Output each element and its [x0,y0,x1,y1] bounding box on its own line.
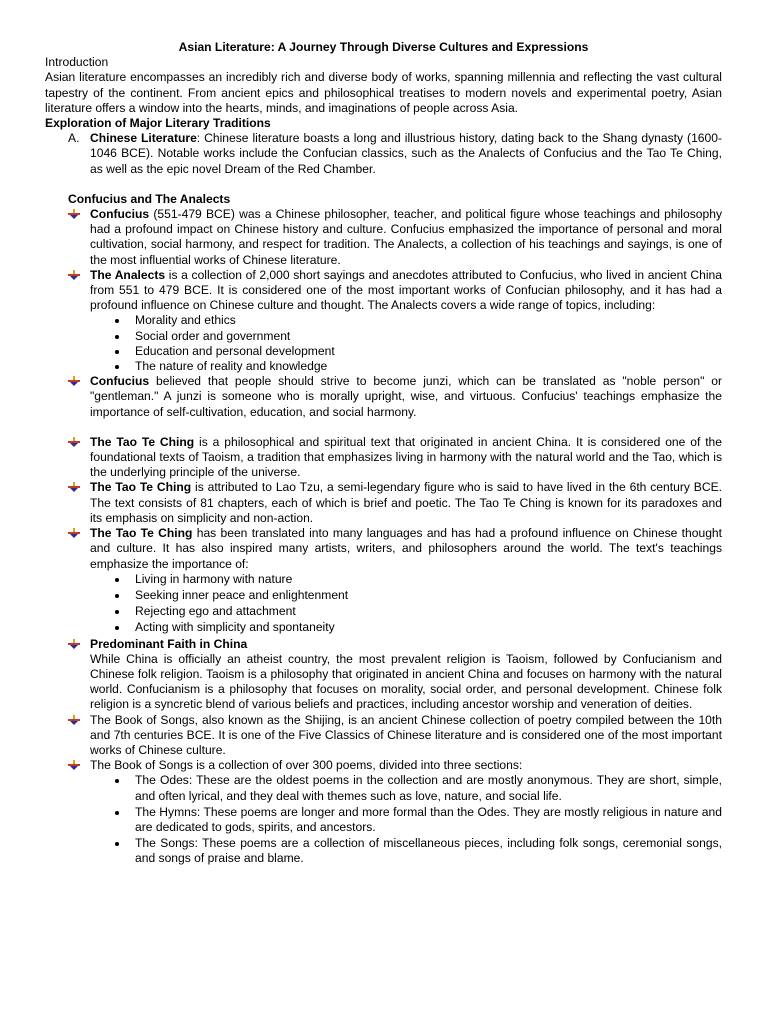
bullet-text: The Book of Songs, also known as the Shijing, is an ancient Chinese collection of poetry compiled between the 10th and 7th centuries BCE. It is one of the Five Classics of Chinese literature and is considered one of the most important works of Chinese culture. [90,712,722,757]
list-item: The nature of reality and knowledge [45,359,722,374]
list-item: Seeking inner peace and enlightenment [45,588,722,603]
bullet-book-of-songs-1 [45,713,722,759]
arrow-bullet-icon [68,270,80,281]
bullet-term: Confucius [90,374,150,389]
bullet-tao-3 [45,526,722,572]
intro-paragraph: Asian literature encompasses an incredibly rich and diverse body of works, spanning millennia and reflecting the vast cultural tapestry of the continent. From ancient epics and philosophical treatises to modern novels and experimental poetry, Asian literature offers a window into the hearts, minds, and imaginations of people across Asia. [45,70,722,115]
list-item: Education and personal development [45,344,722,359]
bullet-confucius-1 [45,207,722,268]
bullet-analects [45,268,722,314]
bullet-text: (551-479 BCE) was a Chinese philosopher, teacher, and political figure whose teachings and philosophy had a profound impact on Chinese history and culture. Confucius emphasized the importance of personal and moral cultivation, social harmony, and respect for tradition. The Analects, a collection of his teachings and sayings, is one of the most influential works of Chinese literature. [90,207,722,267]
arrow-bullet-icon [68,437,80,448]
confucius-heading: Confucius and The Analects [68,191,231,206]
list-item: Social order and government [45,329,722,344]
list-item: Morality and ethics [45,313,722,328]
arrow-bullet-icon [68,376,80,387]
bullet-term: Confucius [90,207,150,222]
bullet-term: The Tao Te Ching [90,526,193,541]
bullet-book-of-songs-2 [45,758,722,773]
bullet-term: The Tao Te Ching [90,480,192,495]
tao-topics-list [45,572,722,636]
bullet-text: The Book of Songs is a collection of over 300 poems, divided into three sections: [90,758,523,773]
list-item: The Songs: These poems are a collection of miscellaneous pieces, including folk songs, ceremonial songs, and songs of praise and blame. [45,836,722,866]
list-item: Acting with simplicity and spontaneity [45,620,722,635]
list-item: Living in harmony with nature [45,572,722,587]
bullet-term: The Analects [90,267,166,282]
bullet-text: is a collection of 2,000 short sayings and anecdotes attributed to Confucius, who lived in ancient China from 551 to 479 BCE. It is considered one of the most important works of Confucian philosophy, and it has had a profound influence on Chinese culture and thought. The Analects covers a wide range of topics, including: [90,267,722,313]
bullet-faith [45,637,722,652]
arrow-bullet-icon [68,715,80,726]
list-item: Rejecting ego and attachment [45,604,722,619]
bullet-text: is a philosophical and spiritual text that originated in ancient China. It is considered one of the foundational texts of Taoism, a tradition that emphasizes living in harmony with the natural world and the Tao, which is the underlying principle of the universe. [90,434,723,480]
item-a-text: : Chinese literature boasts a long and illustrious history, dating back to the Shang dynasty (1600-1046 BCE). Notable works include the Confucian classics, such as the Analects of Confucius and the Tao Te Ching, as well as the epic novel Dream of the Red Chamber. [90,131,722,176]
item-a-label: A. [68,131,80,146]
intro-heading: Introduction [45,55,109,70]
bullet-tao-2 [45,480,722,526]
arrow-bullet-icon [68,639,80,650]
bullet-text: has been translated into many languages and has had a profound influence on Chinese thought and culture. It has also inspired many artists, writers, and philosophers around the world. The text's teachings emphasize the importance of: [90,526,723,571]
arrow-bullet-icon [68,760,80,771]
faith-paragraph: While China is officially an atheist country, the most prevalent religion is Taoism, followed by Confucianism and Chinese folk religion. Taoism is a philosophy that originated in ancient China and focuses on harmony with the natural world. Confucianism is a philosophy that focuses on morality, social order, and personal development. Chinese folk religion is a syncretic blend of various beliefs and practices, including ancestor worship and veneration of deities. [90,651,722,712]
arrow-bullet-icon [68,209,80,220]
bullet-term: The Tao Te Ching [90,434,195,449]
list-item: The Odes: These are the oldest poems in the collection and are mostly anonymous. They are short, simple, and often lyrical, and they deal with themes such as love, nature, and social life. [45,773,722,803]
bullet-confucius-2 [45,374,722,420]
bullet-term: Predominant Faith in China [90,636,248,651]
exploration-heading: Exploration of Major Literary Traditions [45,116,271,131]
list-item: The Hymns: These poems are longer and more formal than the Odes. They are mostly religious in nature and are dedicated to gods, spirits, and ancestors. [45,805,722,835]
bullet-text: believed that people should strive to become junzi, which can be translated as "noble person" or "gentleman." A junzi is someone who is morally upright, wise, and virtuous. Confucius' teachings emphasize the importance of self-cultivation, education, and social harmony. [90,374,722,419]
arrow-bullet-icon [68,528,80,539]
document-title: Asian Literature: A Journey Through Diverse Cultures and Expressions [178,40,589,54]
document-page [45,40,722,868]
song-sections-list [45,773,722,866]
item-a-term: Chinese Literature [90,131,197,146]
item-a [45,131,722,177]
arrow-bullet-icon [68,482,80,493]
analects-topics-list [45,313,722,374]
bullet-tao-1 [45,435,722,481]
bullet-text: is attributed to Lao Tzu, a semi-legendary figure who is said to have lived in the 6th century BCE. The text consists of 81 chapters, each of which is brief and poetic. The Tao Te Ching is known for its paradoxes and its emphasis on simplicity and non-action. [90,480,723,525]
